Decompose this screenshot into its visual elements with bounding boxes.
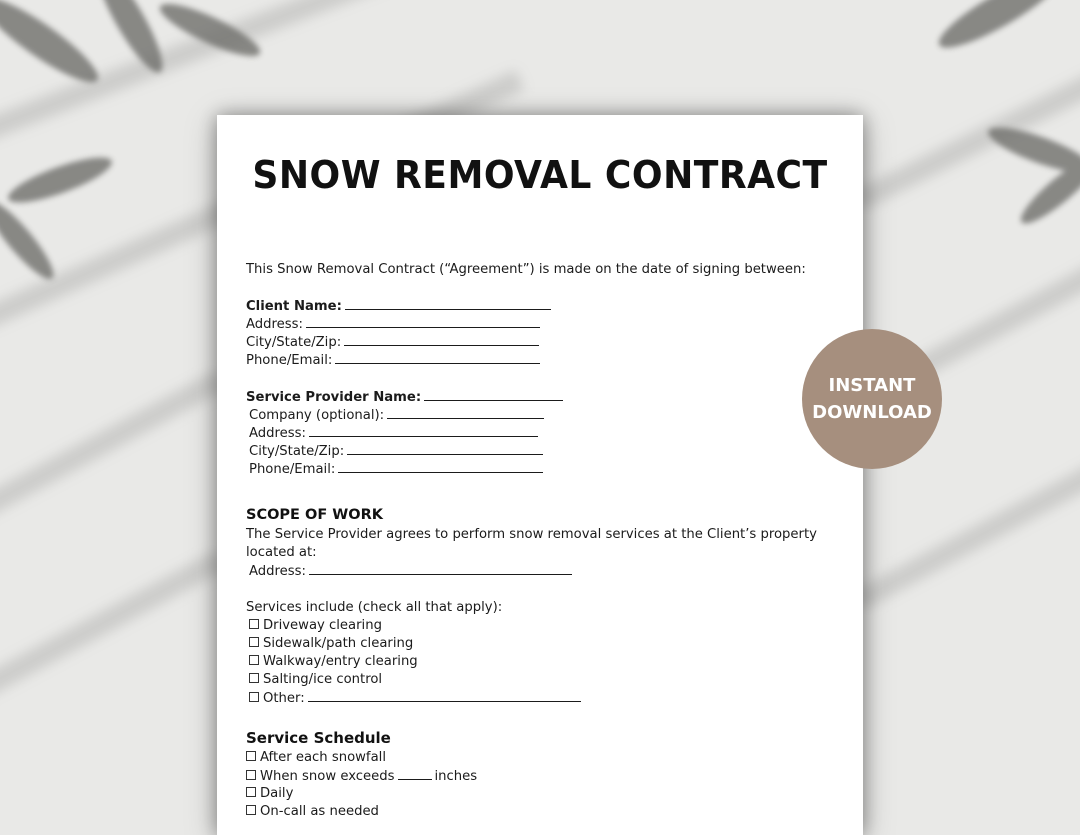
scope-text-line1: The Service Provider agrees to perform snow removal services at the Client’s property bbox=[246, 527, 817, 542]
scope-address-row bbox=[246, 562, 836, 580]
provider-city-row bbox=[246, 442, 836, 460]
provider-address-blank bbox=[309, 424, 538, 437]
client-phone-row bbox=[246, 351, 836, 369]
client-name-blank bbox=[345, 297, 551, 310]
contract-body bbox=[246, 261, 836, 821]
badge-line2: DOWNLOAD bbox=[812, 402, 932, 423]
client-city-label: City/State/Zip: bbox=[246, 335, 342, 350]
service-label: Salting/ice control bbox=[263, 672, 383, 687]
schedule-label: After each snowfall bbox=[260, 750, 386, 765]
scope-address-label: Address: bbox=[249, 564, 306, 579]
checkbox-icon bbox=[249, 655, 259, 665]
client-address-label: Address: bbox=[246, 317, 303, 332]
provider-name-blank bbox=[424, 388, 563, 401]
badge-line1: INSTANT bbox=[828, 375, 916, 396]
checkbox-icon bbox=[249, 692, 259, 702]
provider-company-row bbox=[246, 406, 836, 424]
contract-page bbox=[217, 115, 863, 835]
service-option-salting bbox=[246, 671, 836, 689]
client-name-label: Client Name: bbox=[246, 299, 342, 314]
client-address-blank bbox=[306, 315, 540, 328]
checkbox-icon bbox=[249, 637, 259, 647]
inches-blank bbox=[398, 767, 432, 780]
checkbox-icon bbox=[246, 751, 256, 761]
service-option-sidewalk bbox=[246, 635, 836, 653]
checkbox-icon bbox=[249, 619, 259, 629]
client-phone-label: Phone/Email: bbox=[246, 353, 333, 368]
client-address-row bbox=[246, 315, 836, 333]
schedule-option-daily bbox=[246, 785, 836, 803]
client-city-row bbox=[246, 333, 836, 351]
checkbox-icon bbox=[246, 787, 256, 797]
instant-download-badge bbox=[802, 329, 942, 469]
checkbox-icon bbox=[246, 770, 256, 780]
schedule-label: On-call as needed bbox=[260, 804, 379, 819]
provider-phone-blank bbox=[338, 460, 543, 473]
schedule-label-suffix: inches bbox=[434, 769, 478, 784]
provider-phone-row bbox=[246, 460, 836, 478]
provider-name-row bbox=[246, 388, 836, 406]
schedule-label: Daily bbox=[260, 786, 294, 801]
provider-address-label: Address: bbox=[249, 426, 306, 441]
service-label: Walkway/entry clearing bbox=[263, 654, 418, 669]
service-label: Driveway clearing bbox=[263, 618, 382, 633]
provider-city-blank bbox=[347, 442, 543, 455]
service-option-walkway bbox=[246, 653, 836, 671]
schedule-label-prefix: When snow exceeds bbox=[260, 769, 395, 784]
client-name-row bbox=[246, 297, 836, 315]
schedule-option-snowfall bbox=[246, 749, 836, 767]
intro-text: This Snow Removal Contract (“Agreement”) is made on the date of signing between: bbox=[246, 262, 806, 277]
client-city-blank bbox=[344, 333, 539, 346]
provider-phone-label: Phone/Email: bbox=[249, 462, 336, 477]
service-label: Sidewalk/path clearing bbox=[263, 636, 414, 651]
checkbox-icon bbox=[246, 805, 256, 815]
checkbox-icon bbox=[249, 673, 259, 683]
services-intro: Services include (check all that apply): bbox=[246, 600, 503, 615]
service-option-other bbox=[246, 689, 836, 707]
schedule-option-exceeds bbox=[246, 767, 836, 785]
provider-city-label: City/State/Zip: bbox=[249, 444, 345, 459]
scope-heading: SCOPE OF WORK bbox=[246, 507, 383, 523]
client-phone-blank bbox=[335, 351, 540, 364]
schedule-heading: Service Schedule bbox=[246, 729, 391, 747]
service-other-label: Other: bbox=[263, 691, 305, 706]
scope-address-blank bbox=[309, 562, 572, 575]
document-title: SNOW REMOVAL CONTRACT bbox=[252, 153, 828, 197]
provider-company-label: Company (optional): bbox=[249, 408, 385, 423]
provider-name-label: Service Provider Name: bbox=[246, 390, 422, 405]
provider-company-blank bbox=[387, 406, 544, 419]
provider-address-row bbox=[246, 424, 836, 442]
schedule-option-oncall bbox=[246, 803, 836, 821]
service-other-blank bbox=[308, 689, 581, 702]
scope-text-line2: located at: bbox=[246, 545, 317, 560]
service-option-driveway bbox=[246, 617, 836, 635]
